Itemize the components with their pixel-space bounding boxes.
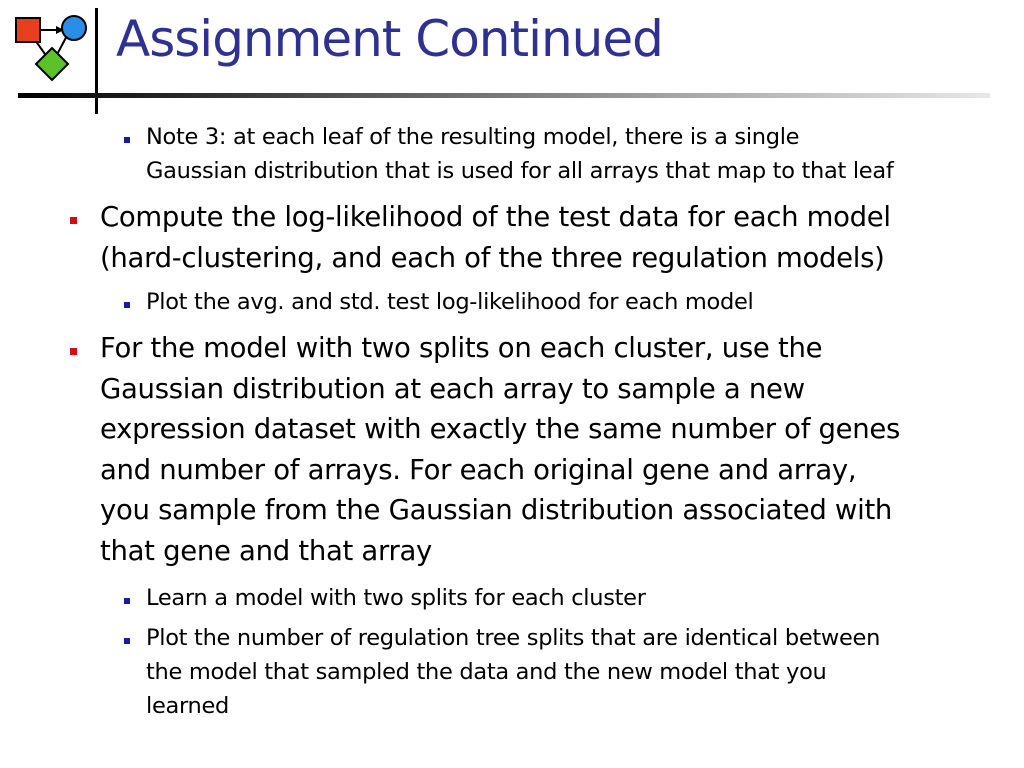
slide-title: Assignment Continued bbox=[116, 10, 663, 68]
bullet-marker bbox=[70, 348, 77, 355]
bullet-text: Compute the log-likelihood of the test data for each model (hard-clustering, and each of the three regulation models) bbox=[100, 201, 891, 274]
bullet-marker bbox=[124, 598, 130, 604]
bullet-text: Plot the avg. and std. test log-likelihood for each model bbox=[146, 289, 754, 315]
bullet-text: For the model with two splits on each cluster, use the Gaussian distribution at each array to sample a new expression dataset with exactly the same number of genes and number of arrays. For each original gene and array, you sample from the Gaussian distribution associated with that gene and that array bbox=[100, 332, 901, 567]
bullet-marker bbox=[124, 638, 130, 644]
network-diagram-icon bbox=[12, 12, 92, 86]
bullet-marker bbox=[70, 217, 77, 224]
bullet-text: Learn a model with two splits for each cluster bbox=[146, 585, 646, 611]
title-vertical-rule bbox=[95, 8, 98, 114]
bullet-text: Plot the number of regulation tree splits that are identical between the model that sampled the data and the new model that you learned bbox=[146, 625, 881, 719]
bullet-marker bbox=[124, 302, 130, 308]
bullet-marker bbox=[124, 137, 130, 143]
bullet-text: Note 3: at each leaf of the resulting model, there is a single Gaussian distribution that is used for all arrays that map to that leaf bbox=[146, 124, 894, 184]
title-horizontal-rule bbox=[18, 93, 990, 98]
